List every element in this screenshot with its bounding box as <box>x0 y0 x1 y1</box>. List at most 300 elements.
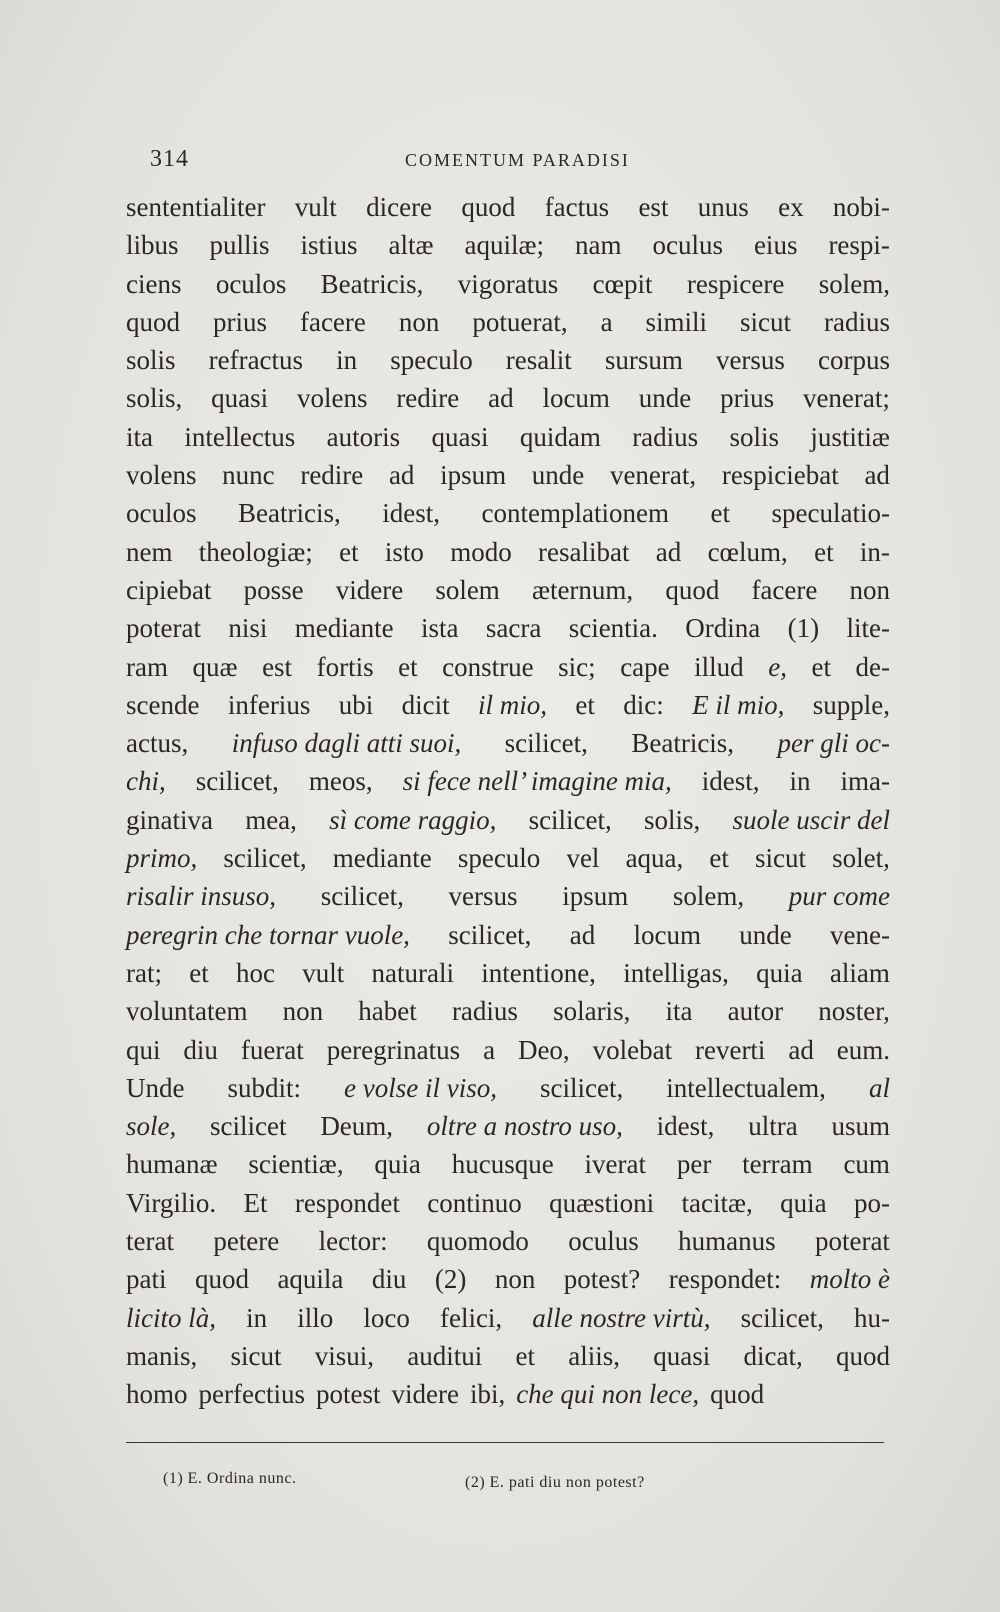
word: reverti <box>694 1034 766 1065</box>
word: potest? <box>563 1264 641 1295</box>
word: volens <box>126 460 197 491</box>
word: diu <box>183 1034 218 1065</box>
word: voluntatem <box>126 996 248 1027</box>
word: et <box>515 1340 536 1371</box>
word: unus <box>697 192 749 222</box>
word: solis <box>729 421 780 452</box>
italic-quote: e volse il viso, <box>344 1072 497 1103</box>
word: in <box>789 766 811 797</box>
word: nunc <box>222 460 275 491</box>
word: aquilæ; <box>464 230 544 261</box>
word: diu <box>371 1264 407 1295</box>
italic-quote: chi, <box>126 766 166 797</box>
word: autoris <box>326 421 401 452</box>
word: versus <box>448 881 518 912</box>
word: respiciebat <box>721 460 839 491</box>
word: solis, <box>126 383 183 414</box>
word: nam <box>574 230 622 261</box>
word: petere <box>213 1226 280 1257</box>
word: cipiebat <box>126 574 212 605</box>
word: in <box>336 345 358 376</box>
footnote-2 <box>465 1474 645 1492</box>
word: istius <box>300 230 358 261</box>
word: quia <box>780 1187 827 1218</box>
body-text <box>126 188 890 1414</box>
word: subdit: <box>227 1072 302 1103</box>
word: visui, <box>314 1340 375 1371</box>
word: scilicet, <box>195 766 279 797</box>
word: oculos <box>126 498 197 529</box>
text-line <box>126 1031 890 1069</box>
word: ultra <box>748 1111 798 1142</box>
word: construe <box>442 651 534 682</box>
word: homo <box>126 1379 188 1410</box>
word: ibi, <box>469 1379 506 1410</box>
word: speculo <box>457 843 541 874</box>
word: Deo, <box>517 1034 570 1065</box>
word: meos, <box>308 766 373 797</box>
word: loco <box>363 1302 410 1333</box>
word: libus <box>126 230 179 261</box>
word: quod <box>710 1379 765 1410</box>
word: quasi <box>211 383 269 414</box>
word: illud <box>694 651 744 682</box>
word: eum. <box>836 1034 890 1065</box>
word: auditui <box>407 1340 483 1371</box>
footnote-text: E. pati diu non potest? <box>489 1474 645 1491</box>
word: corpus <box>818 345 890 376</box>
text-line <box>126 1107 890 1145</box>
word: manis, <box>126 1340 198 1371</box>
word: inferius <box>227 689 311 720</box>
word: Ordina <box>685 613 761 644</box>
text-line <box>126 1222 890 1260</box>
text-line <box>126 1375 890 1413</box>
text-line <box>126 418 890 456</box>
italic-quote: sì come raggio, <box>329 804 497 835</box>
word: ginativa <box>126 804 213 835</box>
word: scilicet, <box>320 881 404 912</box>
word: pati <box>126 1264 167 1295</box>
word: sacra <box>485 613 542 644</box>
word: potest <box>315 1379 381 1410</box>
word: potuerat, <box>472 306 568 337</box>
italic-quote: pur come <box>788 881 890 912</box>
word: et <box>811 651 831 682</box>
word: resalibat <box>538 536 630 567</box>
word: sententialiter <box>126 192 266 222</box>
italic-quote: che qui non lece, <box>516 1379 700 1410</box>
word: cœlum, <box>707 536 788 567</box>
word: ima- <box>840 766 890 797</box>
footnote-mark: (2) <box>465 1474 486 1491</box>
word: fortis <box>316 651 374 682</box>
word: factus <box>544 192 610 222</box>
word: quod <box>836 1340 890 1371</box>
word: lector: <box>318 1226 388 1257</box>
word: speculo <box>390 345 473 376</box>
word: ita <box>126 421 153 452</box>
word: Unde <box>126 1072 185 1103</box>
text-line <box>126 609 890 647</box>
word: quia <box>374 1149 421 1180</box>
word: naturali <box>371 957 454 988</box>
text-line <box>126 916 890 954</box>
word: mediante <box>294 613 394 644</box>
word: sicut <box>755 843 807 874</box>
word: videre <box>335 574 404 605</box>
word: ista <box>421 613 459 644</box>
word: in <box>246 1302 268 1333</box>
italic-quote: peregrin che tornar vuole, <box>126 919 410 950</box>
word: sic; <box>558 651 596 682</box>
text-line <box>126 686 890 724</box>
word: non <box>398 306 440 337</box>
word: scilicet, <box>740 1302 824 1333</box>
word: est <box>262 651 293 682</box>
italic-quote: risalir insuso, <box>126 881 277 912</box>
word: tacitæ, <box>681 1187 753 1218</box>
word: respi- <box>828 230 890 261</box>
italic-quote: infuso dagli atti suoi, <box>231 728 462 759</box>
text-line <box>126 456 890 494</box>
word: quod <box>461 192 516 222</box>
text-line <box>126 1184 890 1222</box>
text-line <box>126 341 890 379</box>
word: ad <box>864 460 890 491</box>
word: solaris, <box>553 996 631 1027</box>
word: felici, <box>439 1302 503 1333</box>
text-line <box>126 877 890 915</box>
word: autor <box>727 996 784 1027</box>
word: intellectualem, <box>666 1072 826 1103</box>
word: cum <box>843 1149 890 1180</box>
word: oculos <box>215 268 287 299</box>
word: hoc <box>235 957 275 988</box>
word: aliis, <box>568 1340 621 1371</box>
word: volebat <box>592 1034 673 1065</box>
italic-quote: E il mio, <box>692 689 785 720</box>
word: solet, <box>832 843 890 874</box>
word: humanæ <box>126 1149 218 1180</box>
word: quidam <box>519 421 601 452</box>
word: illo <box>297 1302 334 1333</box>
word: in- <box>859 536 890 567</box>
word: intelligas, <box>623 957 729 988</box>
word: quæstioni <box>549 1187 655 1218</box>
word: theologiæ; <box>198 536 313 567</box>
word: mea, <box>245 804 297 835</box>
italic-quote: e, <box>768 651 787 682</box>
word: quod <box>194 1264 249 1295</box>
word: sicut <box>740 306 792 337</box>
word: Et <box>243 1187 268 1218</box>
word: justitiæ <box>810 421 890 452</box>
word: facere <box>299 306 366 337</box>
word: quasi <box>431 421 489 452</box>
text-line <box>126 571 890 609</box>
word: solem, <box>672 881 745 912</box>
text-line <box>126 188 890 226</box>
word: volens <box>296 383 368 414</box>
page-number: 314 <box>150 146 189 172</box>
word: ad <box>788 1034 814 1065</box>
word: oculus <box>568 1226 639 1257</box>
text-line <box>126 265 890 303</box>
word: prius <box>212 306 267 337</box>
word: ad <box>388 460 415 491</box>
word: ram <box>126 651 168 682</box>
word: quomodo <box>426 1226 529 1257</box>
word: mediante <box>332 843 432 874</box>
word: vult <box>294 192 337 222</box>
word: venerat; <box>802 383 890 414</box>
footnote-reference: (2) <box>434 1264 467 1295</box>
word: vene- <box>830 919 890 950</box>
word: videre <box>391 1379 459 1410</box>
word: dic: <box>623 689 664 720</box>
italic-quote: primo, <box>126 843 198 874</box>
word: Virgilio. <box>126 1187 217 1218</box>
word: eius <box>753 230 798 261</box>
word: æternum, <box>531 574 634 605</box>
word: scilicet, <box>223 843 307 874</box>
word: et <box>339 536 359 567</box>
word: scientiæ, <box>248 1149 344 1180</box>
word: sursum <box>604 345 683 376</box>
word: scilicet, <box>540 1072 624 1103</box>
word: nem <box>126 536 173 567</box>
word: dicit <box>401 689 450 720</box>
word: speculatio- <box>771 498 890 529</box>
word: prius <box>720 383 775 414</box>
word: ipsum <box>562 881 629 912</box>
word: poterat <box>126 613 201 644</box>
word: iverat <box>584 1149 647 1180</box>
word: Deum, <box>320 1111 394 1142</box>
italic-quote: licito là, <box>126 1302 216 1333</box>
word: poterat <box>814 1226 890 1257</box>
word: scilicet, <box>448 919 532 950</box>
text-line <box>126 379 890 417</box>
text-line <box>126 303 890 341</box>
text-line <box>126 1299 890 1337</box>
text-line <box>126 839 890 877</box>
word: ita <box>665 996 693 1027</box>
word: solis <box>126 345 176 376</box>
word: scende <box>126 689 200 720</box>
text-line <box>126 533 890 571</box>
word: venerat, <box>609 460 697 491</box>
word: solis, <box>643 804 701 835</box>
word: rat; <box>126 957 162 988</box>
italic-quote: oltre a nostro uso, <box>426 1111 623 1142</box>
word: dicere <box>366 192 433 222</box>
word: ad <box>488 383 514 414</box>
word: hu- <box>853 1302 890 1333</box>
word: terat <box>126 1226 174 1257</box>
word: idest, <box>382 498 440 529</box>
word: non <box>494 1264 536 1295</box>
word: facere <box>751 574 818 605</box>
word: unde <box>531 460 585 491</box>
word: cœpit <box>592 268 653 299</box>
word: noster, <box>818 996 890 1027</box>
word: ad <box>569 919 596 950</box>
word: sicut <box>230 1340 282 1371</box>
word: dicat, <box>743 1340 803 1371</box>
word: idest, <box>656 1111 715 1142</box>
word: de- <box>855 651 890 682</box>
word: altæ <box>388 230 434 261</box>
word: aliam <box>829 957 890 988</box>
word: solem <box>435 574 500 605</box>
word: ciens <box>126 268 182 299</box>
word: continuo <box>427 1187 522 1218</box>
word: refractus <box>208 345 304 376</box>
italic-quote: si fece nell’ imagine mia, <box>402 766 672 797</box>
word: versus <box>715 345 785 376</box>
text-line <box>126 1337 890 1375</box>
word: ipsum <box>440 460 507 491</box>
word: intellectus <box>184 421 296 452</box>
word: et <box>398 651 418 682</box>
word: vult <box>302 957 345 988</box>
word: locum <box>542 383 610 414</box>
italic-quote: alle nostre virtù, <box>532 1302 711 1333</box>
word: ubi <box>338 689 374 720</box>
text-line <box>126 1145 890 1183</box>
text-line <box>126 1069 890 1107</box>
text-line <box>126 954 890 992</box>
word: contemplationem <box>481 498 669 529</box>
word: nisi <box>228 613 268 644</box>
text-line <box>126 494 890 532</box>
word: modo <box>450 536 512 567</box>
italic-quote: molto è <box>809 1264 890 1295</box>
word: et <box>710 498 730 529</box>
word: po- <box>854 1187 890 1218</box>
running-title: COMENTUM PARADISI <box>405 150 630 170</box>
footnote-reference: (1) <box>787 613 820 644</box>
footnote-mark: (1) <box>163 1470 184 1487</box>
word: respondet <box>294 1187 400 1218</box>
word: Beatricis, <box>320 268 424 299</box>
word: actus, <box>126 728 189 759</box>
word: est <box>638 192 669 222</box>
word: Beatricis, <box>631 728 735 759</box>
word: solem, <box>818 268 890 299</box>
word: unde <box>638 383 692 414</box>
word: pullis <box>209 230 270 261</box>
text-line <box>126 226 890 264</box>
italic-quote: suole uscir del <box>732 804 890 835</box>
word: ex <box>778 192 804 222</box>
word: perfectius <box>198 1379 305 1410</box>
word: habet <box>358 996 417 1027</box>
word: scilicet <box>210 1111 287 1142</box>
word: ad <box>655 536 682 567</box>
word: resalit <box>505 345 572 376</box>
word: vigoratus <box>457 268 559 299</box>
word: intentione, <box>481 957 596 988</box>
word: respondet: <box>668 1264 782 1295</box>
footnote-1 <box>163 1470 296 1488</box>
word: isto <box>384 536 424 567</box>
word: redire <box>396 383 460 414</box>
word: scilicet, <box>504 728 588 759</box>
word: quod <box>665 574 720 605</box>
word: supple, <box>812 689 890 720</box>
italic-quote: il mio, <box>477 689 547 720</box>
word: posse <box>243 574 304 605</box>
italic-quote: al <box>868 1072 890 1103</box>
word: quia <box>756 957 803 988</box>
word: et <box>189 957 209 988</box>
word: usum <box>831 1111 890 1142</box>
word: a <box>600 306 613 337</box>
word: quod <box>126 306 180 337</box>
word: aquila <box>277 1264 344 1295</box>
word: humanus <box>678 1226 776 1257</box>
word: et <box>814 536 834 567</box>
word: radius <box>451 996 518 1027</box>
footnote-text: E. Ordina nunc. <box>187 1470 297 1487</box>
word: respicere <box>686 268 785 299</box>
word: lite- <box>846 613 890 644</box>
word: non <box>849 574 890 605</box>
word: hucusque <box>451 1149 554 1180</box>
word: terram <box>742 1149 813 1180</box>
word: radius <box>632 421 699 452</box>
word: idest, <box>701 766 760 797</box>
word: unde <box>739 919 792 950</box>
word: cape <box>620 651 670 682</box>
word: fuerat <box>240 1034 304 1065</box>
word: scilicet, <box>528 804 612 835</box>
footnote-divider <box>126 1442 884 1443</box>
word: non <box>282 996 324 1027</box>
word: per <box>676 1149 712 1180</box>
word: locum <box>633 919 701 950</box>
word: a <box>483 1034 496 1065</box>
word: simili <box>645 306 708 337</box>
text-line <box>126 648 890 686</box>
word: qui <box>126 1034 161 1065</box>
text-line <box>126 992 890 1030</box>
word: aqua, <box>625 843 684 874</box>
italic-quote: per gli oc- <box>777 728 890 759</box>
text-line <box>126 1260 890 1298</box>
word: et <box>709 843 729 874</box>
word: scientia. <box>568 613 658 644</box>
word: et <box>575 689 595 720</box>
page-header <box>150 146 860 176</box>
word: vel <box>566 843 600 874</box>
word: peregrinatus <box>326 1034 461 1065</box>
word: redire <box>300 460 364 491</box>
word: Beatricis, <box>238 498 341 529</box>
word: quæ <box>192 651 238 682</box>
italic-quote: sole, <box>126 1111 177 1142</box>
text-line <box>126 724 890 762</box>
text-line <box>126 762 890 800</box>
text-line <box>126 801 890 839</box>
word: nobi- <box>832 192 890 222</box>
word: radius <box>824 306 890 337</box>
word: oculus <box>652 230 723 261</box>
word: quasi <box>653 1340 711 1371</box>
